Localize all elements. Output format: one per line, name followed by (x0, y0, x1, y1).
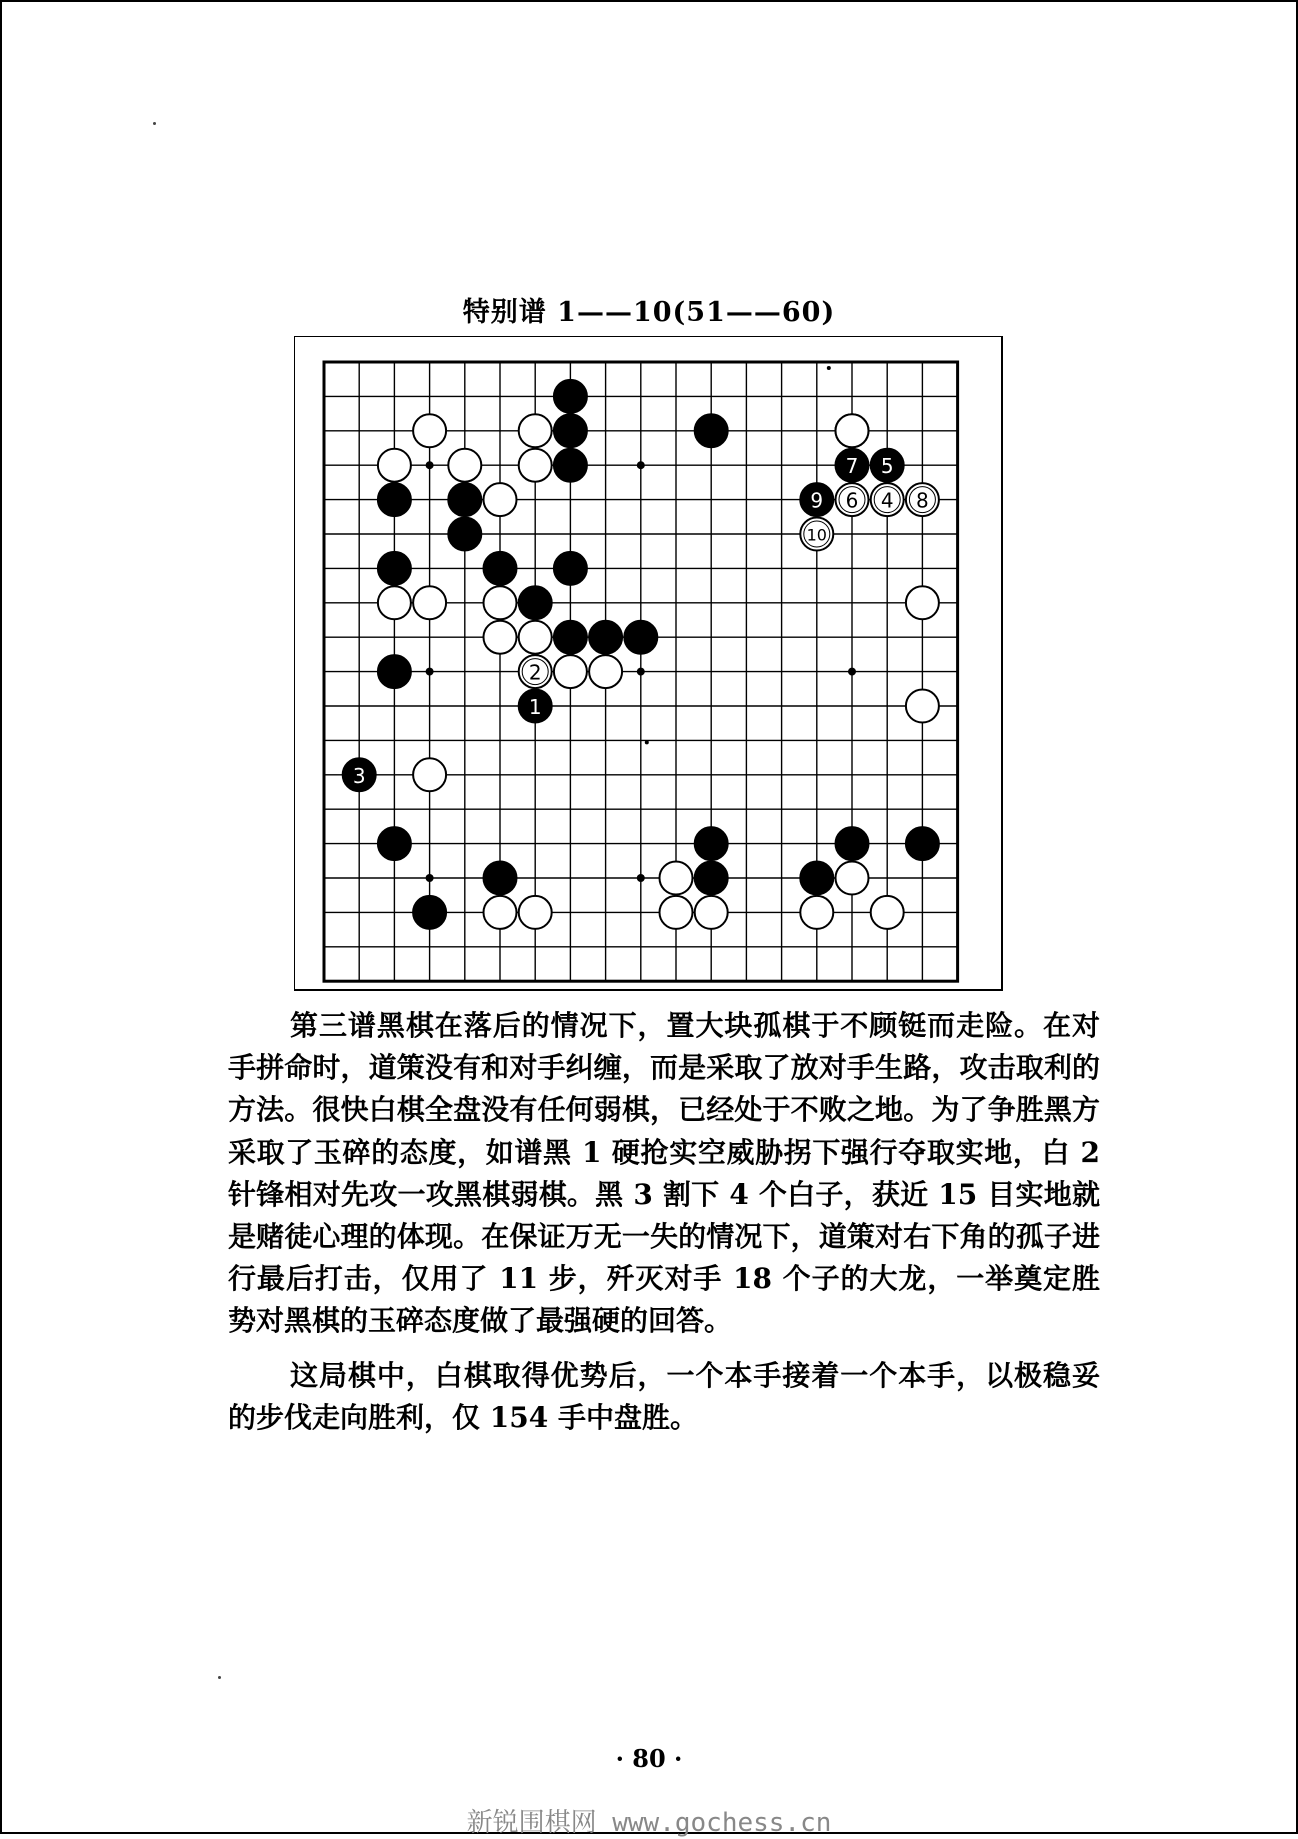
black-stone (448, 518, 481, 551)
commentary (228, 1005, 1100, 1439)
star-point (426, 668, 434, 676)
commentary-paragraph-1: 第三谱黑棋在落后的情况下，置大块孤棋于不顾铤而走险。在对手拼命时，道策没有和对手纠缠，而是采取了放对手生路，攻击取利的方法。很快白棋全盘没有任何弱棋，已经处于不败之地。为了争胜黑方采取了玉碎的态度，如谱黑 1 硬抢实空威胁拐下强行夺取实地，白 2 针锋相对先攻一攻黑棋弱棋。黑 3 割下 4 个白子，获近 15 目实地就是赌徒心理的体现。在保证万无一失的情况下，道策对右下角的孤子进行最后打击，仅用了 11 步，歼灭对手 18 个子的大龙，一举奠定胜势对黑棋的玉碎态度做了最强硬的回答。 (228, 1009, 1100, 1338)
move-number-label: 10 (806, 525, 827, 545)
star-point (637, 461, 645, 469)
move-number-label: 2 (528, 660, 542, 685)
black-stone (554, 380, 587, 413)
move-number-label: 6 (845, 488, 859, 513)
scan-speck (153, 122, 156, 125)
black-stone (624, 621, 657, 654)
black-stone (554, 449, 587, 482)
move-number-label: 4 (880, 488, 894, 513)
white-stone (484, 896, 517, 929)
white-stone (660, 896, 693, 929)
white-stone (519, 896, 552, 929)
black-stone (378, 483, 411, 516)
diagram-title: 特别谱 1——10(51——60) (462, 297, 836, 328)
white-stone (906, 690, 939, 723)
white-stone (660, 862, 693, 895)
star-point (637, 668, 645, 676)
move-number-label: 9 (810, 488, 824, 513)
black-stone (448, 483, 481, 516)
scan-speck (827, 366, 831, 370)
black-stone (519, 586, 552, 619)
white-stone (413, 586, 446, 619)
star-point (637, 874, 645, 882)
black-stone (378, 655, 411, 688)
scan-speck (218, 1676, 221, 1679)
white-stone (519, 621, 552, 654)
white-stone (519, 414, 552, 447)
black-stone (554, 621, 587, 654)
black-stone (484, 552, 517, 585)
white-stone (448, 449, 481, 482)
black-stone (695, 862, 728, 895)
white-stone (484, 621, 517, 654)
white-stone (554, 655, 587, 688)
white-stone (695, 896, 728, 929)
black-stone (589, 621, 622, 654)
move-number-label: 8 (916, 488, 929, 513)
commentary-paragraph-2: 这局棋中，白棋取得优势后，一个本手接着一个本手，以极稳妥的步伐走向胜利，仅 154 手中盘胜。 (228, 1358, 1100, 1434)
black-stone (695, 414, 728, 447)
white-stone (589, 655, 622, 688)
site-watermark: 新锐围棋网 www.gochess.cn (466, 1808, 832, 1838)
move-number-label: 3 (352, 763, 366, 788)
black-stone (484, 862, 517, 895)
white-stone (484, 586, 517, 619)
black-stone (800, 862, 833, 895)
scan-speck (645, 740, 649, 744)
go-diagram (294, 336, 1004, 996)
white-stone (413, 758, 446, 791)
move-number-label: 5 (880, 454, 894, 479)
go-board (294, 336, 1004, 992)
white-stone (378, 586, 411, 619)
star-point (426, 874, 434, 882)
black-stone (378, 827, 411, 860)
white-stone (519, 449, 552, 482)
white-stone (871, 896, 904, 929)
black-stone (378, 552, 411, 585)
move-number-label: 7 (845, 454, 859, 479)
black-stone (695, 827, 728, 860)
white-stone (378, 449, 411, 482)
white-stone (836, 862, 869, 895)
black-stone (413, 896, 446, 929)
star-point (848, 668, 856, 676)
black-stone (554, 552, 587, 585)
page-number: · 80 · (615, 1744, 683, 1773)
white-stone (800, 896, 833, 929)
black-stone (554, 414, 587, 447)
white-stone (836, 414, 869, 447)
black-stone (836, 827, 869, 860)
white-stone (413, 414, 446, 447)
move-number-label: 1 (528, 695, 542, 719)
white-stone (484, 483, 517, 516)
white-stone (906, 586, 939, 619)
star-point (426, 461, 434, 469)
black-stone (906, 827, 939, 860)
